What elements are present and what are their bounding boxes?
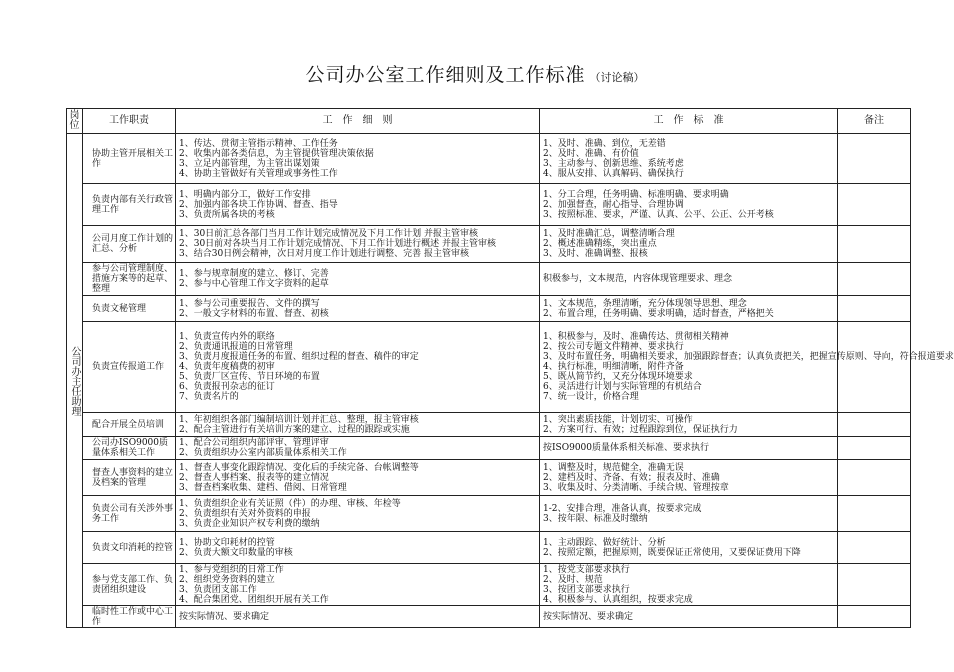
- standard-cell: [540, 460, 838, 496]
- table-row: [67, 263, 911, 296]
- detail-line: 3、督查档案收集、建档、借阅、日常管理: [179, 482, 347, 493]
- standard-line: 2、布置合理，任务明确、要求明确，适时督查，严格把关: [543, 308, 774, 319]
- standard-line: 1-2、安排合理，准备认真，按要求完成: [543, 503, 702, 514]
- detail-cell: [176, 296, 540, 322]
- standard-line: 4、服从安排、认真解码、确保执行: [543, 168, 684, 179]
- standard-cell: [540, 296, 838, 322]
- standard-line: 2、及时、规范: [543, 574, 603, 585]
- remark-cell: [838, 263, 911, 296]
- duty-cell: 负责内部有关行政管理工作: [83, 184, 176, 226]
- duty-cell: 负责文印消耗的控管: [83, 532, 176, 564]
- duty-cell: 公司月度工作计划的汇总、分析: [83, 226, 176, 263]
- duty-cell: 参与党支部工作、负责团组织建设: [83, 564, 176, 606]
- remark-cell: [838, 564, 911, 606]
- post-cell: 公司办主任助理: [67, 134, 83, 628]
- detail-line: 1、明确内部分工，做好工作安排: [179, 189, 311, 200]
- standard-line: 1、按党支部要求执行: [543, 564, 630, 575]
- duty-cell: 负责文秘管理: [83, 296, 176, 322]
- remark-cell: [838, 184, 911, 226]
- work-standards-table: [66, 108, 954, 628]
- detail-line: 7、负责名片的: [179, 392, 239, 402]
- header-remark: 备注: [838, 109, 911, 134]
- detail-line: 4、配合集团党、团组织开展有关工作: [179, 594, 329, 605]
- standard-line: 按ISO9000质量体系相关标准、要求执行: [543, 443, 710, 453]
- detail-line: 2、30日前对各块当月工作计划完成情况、下月工作计划进行概述 并报主管审核: [179, 239, 497, 249]
- standard-line: 积极参与，文本规范，内容体现管理要求、理念: [543, 274, 733, 284]
- table-row: [67, 496, 911, 532]
- table-row: [67, 437, 911, 460]
- remark-cell: [838, 460, 911, 496]
- standard-cell: [540, 564, 838, 606]
- duty-cell: 参与公司管理制度、措施方案等的起草、整理: [83, 263, 176, 296]
- detail-line: 1、参与规章制度的建立、修订、完善: [179, 269, 329, 279]
- header-standard: 工 作 标 准: [540, 109, 838, 134]
- standard-line: 1、主动跟踪、做好统计、分析: [543, 537, 666, 548]
- standard-line: 1、及时准确汇总，调整清晰合理: [543, 229, 675, 239]
- detail-line: 1、配合公司组织内部评审、管理评审: [179, 438, 329, 448]
- detail-line: 1、督查人事变化跟踪情况、变化后的手续完备、台帐调整等: [179, 462, 419, 473]
- standard-cell: [540, 606, 838, 628]
- standard-line: 2、方案可行、有效；过程跟踪到位，保证执行力: [543, 424, 738, 435]
- remark-cell: [838, 322, 911, 413]
- table-row: [67, 296, 911, 322]
- detail-line: 1、参与公司重要报告、文件的撰写: [179, 298, 320, 309]
- detail-line: 2、组织党务资料的建立: [179, 574, 275, 585]
- detail-line: 6、负责报刊杂志的征订: [179, 382, 275, 392]
- detail-line: 1、参与党组织的日常工作: [179, 564, 284, 575]
- detail-cell: [176, 134, 540, 184]
- detail-line: 2、加强内部各块工作协调、督查、指导: [179, 199, 338, 210]
- detail-line: 2、配合主管进行有关培训方案的建立、过程的跟踪或实施: [179, 424, 410, 435]
- document-title: 公司办公室工作细则及工作标准: [305, 64, 586, 86]
- table-header-row: [67, 109, 911, 134]
- standard-cell: [540, 263, 838, 296]
- standard-line: 3、按团支部要求执行: [543, 584, 630, 595]
- duty-cell: 协助主管开展相关工作: [83, 134, 176, 184]
- detail-cell: [176, 413, 540, 437]
- detail-line: 3、负责所属各块的考核: [179, 209, 275, 220]
- detail-line: 2、负责组织有关对外资料的申报: [179, 508, 311, 519]
- detail-cell: [176, 322, 540, 413]
- detail-cell: [176, 263, 540, 296]
- standard-cell: [540, 496, 838, 532]
- standard-line: 1、调整及时，规范健全，准确无误: [543, 462, 684, 473]
- standard-line: 3、收集及时、分类清晰、手续合规、管理按章: [543, 482, 729, 493]
- table-row: [67, 413, 911, 437]
- standard-line: 5、既从简节约，又充分体现环境要求: [543, 372, 693, 382]
- duty-cell: 负责公司有关涉外事务工作: [83, 496, 176, 532]
- detail-line: 2、参与中心管理工作文字资料的起草: [179, 279, 329, 289]
- detail-cell: [176, 226, 540, 263]
- standard-line: 4、执行标准，明细清晰，附件齐备: [543, 362, 684, 372]
- remark-cell: [838, 134, 911, 184]
- standard-line: 2、及时、准确、有价值: [543, 148, 639, 159]
- detail-line: 1、协助文印耗材的控管: [179, 537, 275, 548]
- duty-cell: 负责宣传报道工作: [83, 322, 176, 413]
- remark-cell: [838, 296, 911, 322]
- detail-line: 3、负责月度报道任务的布置、组织过程的督查、稿件的审定: [179, 352, 419, 362]
- detail-cell: [176, 606, 540, 628]
- detail-line: 4、协助主管做好有关管理或事务性工作: [179, 168, 338, 179]
- duty-cell: 临时性工作或中心工作: [83, 606, 176, 628]
- duty-cell: 公司办ISO9000质量体系相关工作: [83, 437, 176, 460]
- remark-cell: [838, 226, 911, 263]
- table-row: [67, 564, 911, 606]
- detail-cell: [176, 532, 540, 564]
- standard-line: 1、积极参与，及时、准确传达、贯彻相关精神: [543, 332, 729, 342]
- standard-line: 2、建档及时、齐备、有效；报表及时、准确: [543, 472, 720, 483]
- detail-cell: [176, 437, 540, 460]
- header-duty: 工作职责: [83, 109, 176, 134]
- standard-line: 4、积极参与、认真组织，按要求完成: [543, 594, 693, 605]
- duty-cell: 督查人事资料的建立及档案的管理: [83, 460, 176, 496]
- detail-line: 3、结合30日例会精神，次日对月度工作计划进行调整、完善 报主管审核: [179, 249, 470, 259]
- header-post: 岗位: [67, 109, 83, 134]
- detail-cell: [176, 184, 540, 226]
- remark-cell: [838, 532, 911, 564]
- detail-line: 3、负责团支部工作: [179, 584, 257, 595]
- table-row: [67, 322, 911, 413]
- detail-line: 2、收集内部各类信息，为主管提供管理决策依据: [179, 148, 374, 159]
- standard-line: 1、文本规范，条理清晰，充分体现领导思想、理念: [543, 298, 747, 309]
- detail-line: 2、一般文字材料的布置、督查、初核: [179, 308, 329, 319]
- standard-line: 按实际情况、要求确定: [543, 611, 634, 622]
- detail-cell: [176, 460, 540, 496]
- standard-cell: [540, 413, 838, 437]
- standard-line: 1、突出素质技能，计划切实、可操作: [543, 414, 693, 425]
- detail-line: 2、负责大额文印数量的审核: [179, 547, 293, 558]
- detail-line: 2、负责组织办公室内部质量体系相关工作: [179, 448, 347, 458]
- standard-line: 3、及时布置任务，明确相关要求，加强跟踪督查；认真负责把关，把握宣传原则、导向，符合报道要求: [543, 352, 954, 362]
- detail-line: 3、立足内部管理，为主管出谋划策: [179, 158, 320, 169]
- standard-line: 1、及时、准确、到位，无差错: [543, 138, 666, 149]
- duty-cell: 配合开展全员培训: [83, 413, 176, 437]
- standard-line: 2、概述准确精练，突出重点: [543, 239, 657, 249]
- standard-line: 7、统一设计，价格合理: [543, 392, 639, 402]
- standard-line: 3、主动参与、创新思维、系统考虑: [543, 158, 684, 169]
- table-row: [67, 532, 911, 564]
- standard-line: 2、按照定额，把握原则，既要保证正常使用，又要保证费用下降: [543, 547, 801, 558]
- detail-cell: [176, 496, 540, 532]
- detail-line: 1、负责组织企业有关证照（件）的办理、审核、年检等: [179, 498, 401, 509]
- document-title-area: [0, 60, 950, 87]
- standard-cell: [540, 226, 838, 263]
- standard-cell: [540, 437, 838, 460]
- detail-line: 1、30日前汇总各部门当月工作计划完成情况及下月工作计划 并报主管审核: [179, 229, 479, 239]
- standard-cell: [540, 532, 838, 564]
- detail-line: 3、负责企业知识产权专利费的缴纳: [179, 518, 320, 529]
- detail-line: 5、负责厂区宣传、节日环境的布置: [179, 372, 320, 382]
- standard-cell: [540, 184, 838, 226]
- detail-line: 1、负责宣传内外的联络: [179, 332, 275, 342]
- standard-line: 2、按公司专题文件精神、要求执行: [543, 342, 684, 352]
- table-row: [67, 460, 911, 496]
- header-detail: 工 作 细 则: [176, 109, 540, 134]
- standard-line: 3、及时、准确调整、报核: [543, 249, 648, 259]
- table-body: [67, 134, 954, 628]
- table-row: [67, 184, 911, 226]
- remark-cell: [838, 437, 911, 460]
- standard-line: 1、分工合理，任务明确、标准明确、要求明确: [543, 189, 729, 200]
- detail-line: 1、年初组织各部门编制培训计划并汇总、整理，报主管审核: [179, 414, 419, 425]
- standard-line: 3、按照标准、要求，严谨、认真、公平、公正、公开考核: [543, 209, 774, 220]
- detail-line: 1、传达、贯彻主管指示精神、工作任务: [179, 138, 338, 149]
- table-row: [67, 226, 911, 263]
- detail-line: 2、负责通讯报道的日常管理: [179, 342, 293, 352]
- standard-cell: [540, 322, 954, 413]
- remark-cell: [838, 606, 911, 628]
- standard-line: 6、灵活进行计划与实际管理的有机结合: [543, 382, 702, 392]
- remark-cell: [838, 413, 911, 437]
- standard-cell: [540, 134, 838, 184]
- detail-line: 按实际情况、要求确定: [179, 611, 270, 622]
- document-subtitle: （讨论稿）: [589, 71, 645, 84]
- table-row: [67, 606, 911, 628]
- remark-cell: [838, 496, 911, 532]
- detail-cell: [176, 564, 540, 606]
- detail-line: 2、督查人事档案、报表等的建立情况: [179, 472, 329, 483]
- standard-line: 2、加强督查，耐心指导、合理协调: [543, 199, 684, 210]
- standard-line: 3、按年限、标准及时缴纳: [543, 513, 648, 524]
- detail-line: 4、负责年度稿费的初审: [179, 362, 275, 372]
- table-row: [67, 134, 911, 184]
